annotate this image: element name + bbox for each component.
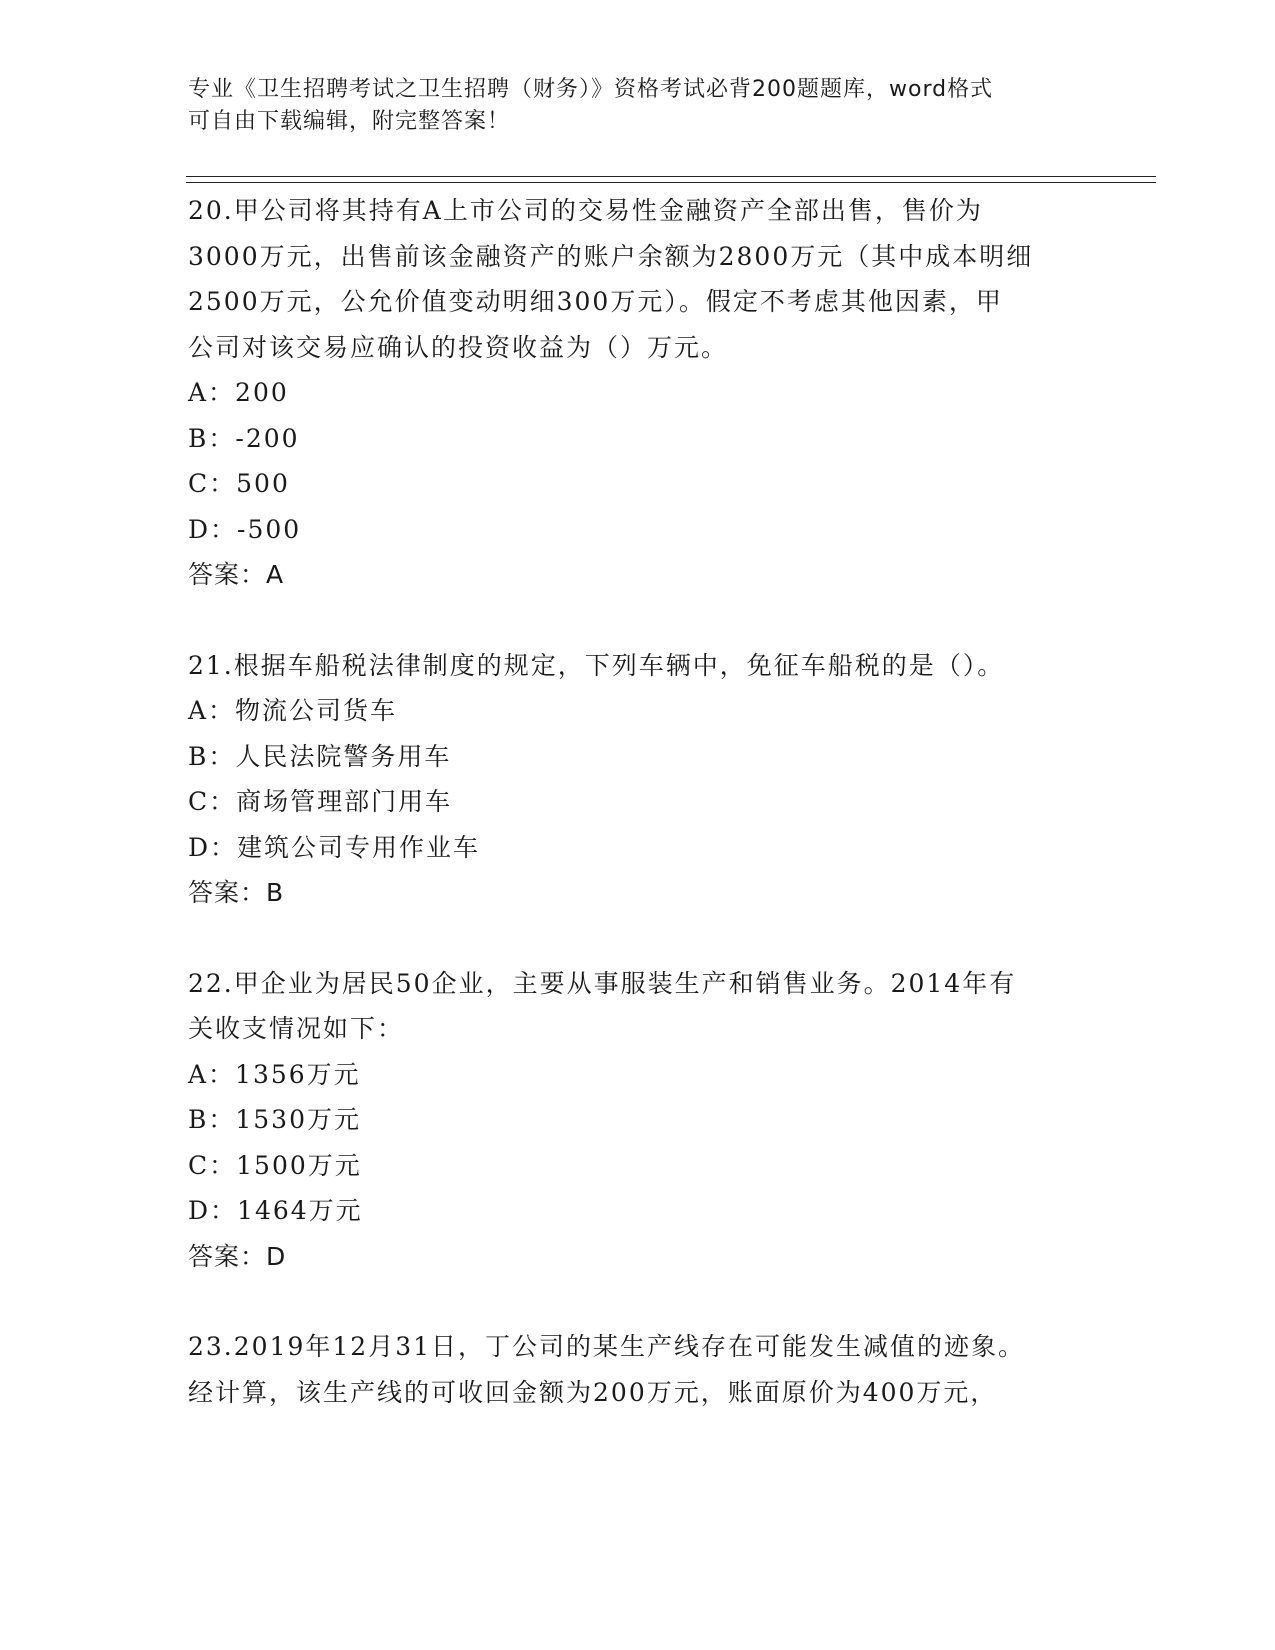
question-text-line: 经计算，该生产线的可收回金额为200万元，账面原价为400万元， bbox=[188, 1377, 998, 1407]
option-c: C：500 bbox=[188, 469, 290, 498]
spacer bbox=[188, 598, 1088, 643]
question-text-line: 3000万元，出售前该金融资产的账户余额为2800万元（其中成本明细 bbox=[188, 241, 1034, 271]
option-c: C：商场管理部门用车 bbox=[188, 787, 453, 816]
option-a: A：1356万元 bbox=[188, 1059, 361, 1089]
question-text-line: 关收支情况如下： bbox=[188, 1014, 405, 1043]
question-text-line: 22.甲企业为居民50企业，主要从事服装生产和销售业务。2014年有 bbox=[188, 968, 1017, 998]
option-b: B：1530万元 bbox=[188, 1105, 361, 1134]
option-b: B：人民法院警务用车 bbox=[188, 741, 452, 771]
question-text-line: 2500万元，公允价值变动明细300万元）。假定不考虑其他因素，甲 bbox=[188, 287, 1003, 316]
question-text-line: 21.根据车船税法律制度的规定，下列车辆中，免征车船税的是（）。 bbox=[188, 650, 1005, 680]
question-block bbox=[188, 961, 1088, 1280]
question-text-line: 公司对该交易应确认的投资收益为（）万元。 bbox=[188, 332, 729, 362]
option-a: A：200 bbox=[188, 378, 289, 407]
answer-line: 答案：D bbox=[188, 1241, 287, 1271]
question-list bbox=[188, 188, 1088, 1415]
option-b: B：-200 bbox=[188, 423, 300, 453]
option-c: C：1500万元 bbox=[188, 1150, 362, 1180]
header-divider-top bbox=[186, 176, 1156, 177]
option-d: D：建筑公司专用作业车 bbox=[188, 832, 481, 862]
question-block bbox=[188, 643, 1088, 916]
spacer bbox=[188, 916, 1088, 961]
answer-line: 答案：B bbox=[188, 878, 285, 907]
question-block bbox=[188, 1324, 1088, 1415]
option-d: D：1464万元 bbox=[188, 1196, 363, 1225]
option-d: D：-500 bbox=[188, 514, 302, 544]
header-line-2: 可自由下载编辑，附完整答案！ bbox=[188, 109, 511, 134]
header-divider-bottom bbox=[186, 182, 1156, 183]
spacer bbox=[188, 1279, 1088, 1324]
header-line-1: 专业《卫生招聘考试之卫生招聘（财务）》资格考试必背200题题库，word格式 bbox=[188, 77, 994, 102]
question-text-line: 20.甲公司将其持有A上市公司的交易性金融资产全部出售，售价为 bbox=[188, 196, 983, 225]
question-block bbox=[188, 188, 1088, 598]
question-text-line: 23.2019年12月31日，丁公司的某生产线存在可能发生减值的迹象。 bbox=[188, 1332, 1026, 1361]
answer-line: 答案：A bbox=[188, 560, 285, 589]
option-a: A：物流公司货车 bbox=[188, 696, 398, 725]
document-header bbox=[188, 74, 1088, 138]
